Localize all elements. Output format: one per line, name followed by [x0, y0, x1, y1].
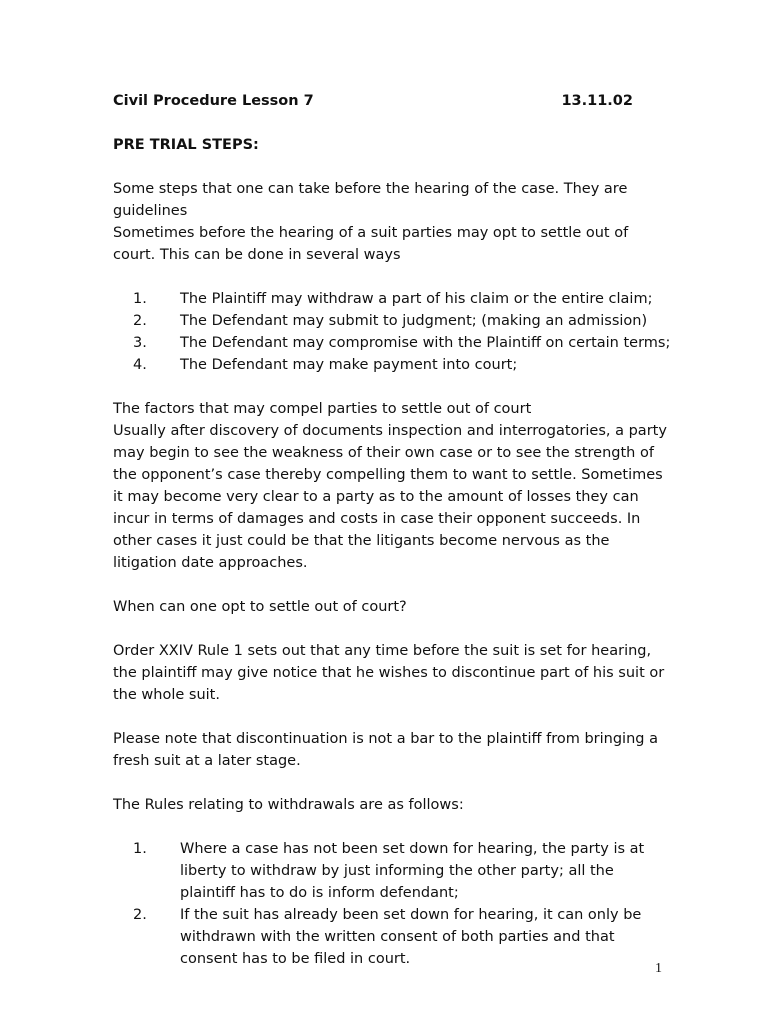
- document-page: [113, 90, 673, 970]
- document-title: Civil Procedure Lesson 7: [113, 93, 314, 109]
- list-item-text: The Defendant may submit to judgment; (making an admission): [180, 313, 648, 329]
- list-item-text: If the suit has already been set down for hearing, it can only be withdrawn with the written consent of both parties and that consent has to be filed in court.: [180, 907, 642, 967]
- list-item-number: 1.: [133, 291, 147, 307]
- list-item: [113, 332, 673, 354]
- list-item-text: Where a case has not been set down for hearing, the party is at liberty to withdraw by just informing the other party; all the plaintiff has to do is inform defendant;: [180, 841, 645, 901]
- list-item: [113, 904, 673, 970]
- list-item: [113, 288, 673, 310]
- list-item: [113, 838, 673, 904]
- intro-paragraph-2: Sometimes before the hearing of a suit parties may opt to settle out of court. This can be done in several ways: [113, 225, 629, 263]
- document-date: 13.11.02: [561, 93, 633, 109]
- list-item-text: The Plaintiff may withdraw a part of his claim or the entire claim;: [180, 291, 653, 307]
- factors-paragraph: Usually after discovery of documents inspection and interrogatories, a party may begin to see the weakness of their own case or to see the strength of the opponent’s case thereby compelling them to want to settle. Sometimes it may become very clear to a party as to the amount of losses they can incur in terms of damages and costs in case their opponent succeeds. In other cases it just could be that the litigants become nervous as the litigation date approaches.: [113, 423, 667, 571]
- list-item-number: 3.: [133, 335, 147, 351]
- intro-paragraph-1: Some steps that one can take before the hearing of the case. They are guidelines: [113, 181, 628, 219]
- list-item-number: 2.: [133, 313, 147, 329]
- list-item-text: The Defendant may make payment into court;: [180, 357, 518, 373]
- page-number: 1: [655, 961, 662, 976]
- list-item-number: 2.: [133, 907, 147, 923]
- list-item-number: 1.: [133, 841, 147, 857]
- list-item: [113, 354, 673, 376]
- document-header: [113, 90, 633, 112]
- settlement-ways-list: [113, 288, 673, 376]
- list-item-text: The Defendant may compromise with the Plaintiff on certain terms;: [180, 335, 671, 351]
- list-item: [113, 310, 673, 332]
- rules-intro: The Rules relating to withdrawals are as follows:: [113, 797, 464, 813]
- list-item-number: 4.: [133, 357, 147, 373]
- withdrawal-rules-list: [113, 838, 673, 970]
- question-paragraph: When can one opt to settle out of court?: [113, 599, 407, 615]
- factors-title: The factors that may compel parties to settle out of court: [113, 401, 532, 417]
- section-heading: PRE TRIAL STEPS:: [113, 137, 259, 153]
- note-paragraph: Please note that discontinuation is not a bar to the plaintiff from bringing a fresh suit at a later stage.: [113, 731, 658, 769]
- order-paragraph: Order XXIV Rule 1 sets out that any time before the suit is set for hearing, the plaintiff may give notice that he wishes to discontinue part of his suit or the whole suit.: [113, 643, 665, 703]
